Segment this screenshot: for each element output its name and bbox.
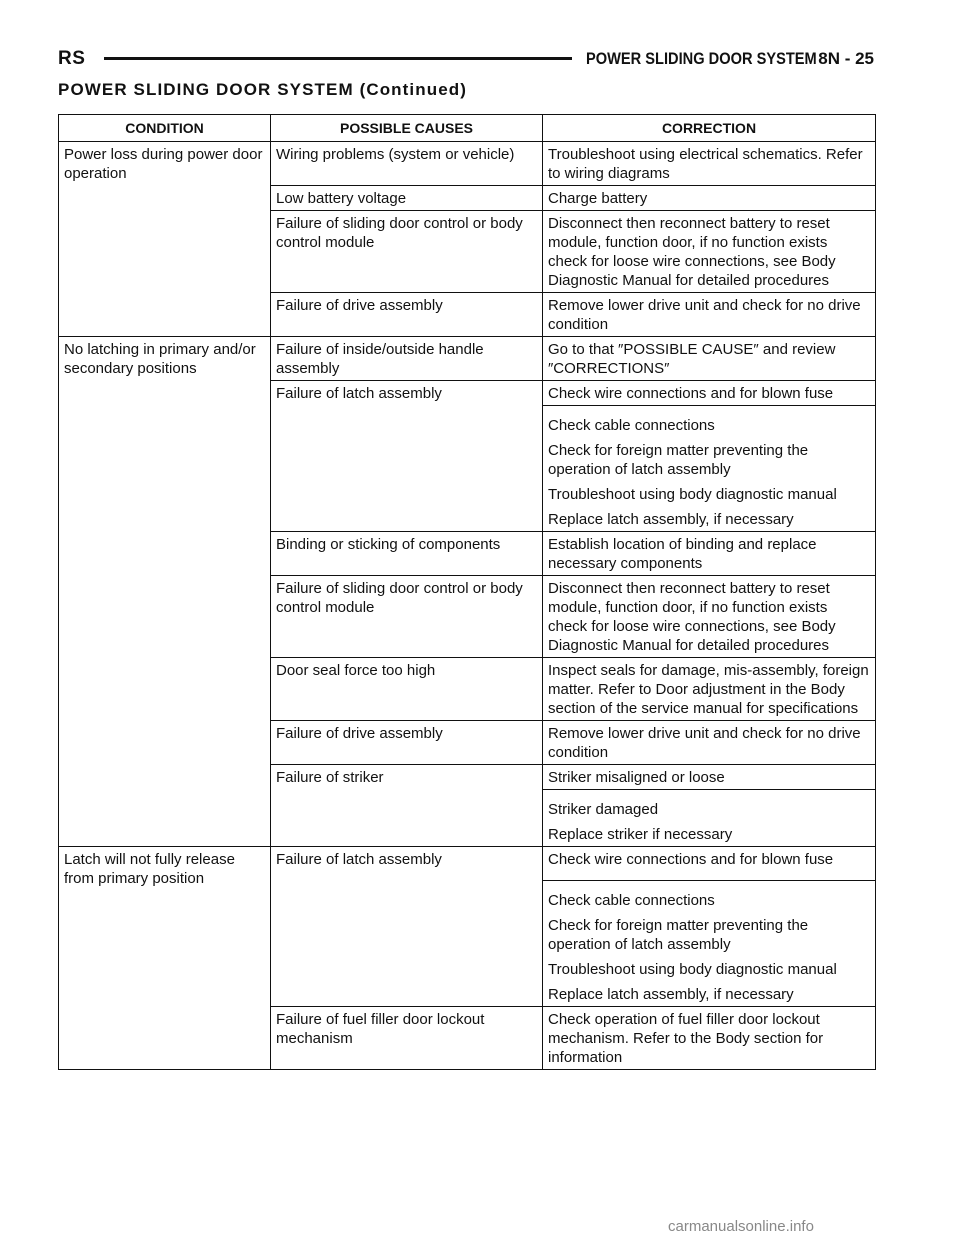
correction-cell: Establish location of binding and replace necessary components	[543, 532, 876, 576]
correction-cell: Check wire connections and for blown fuse	[543, 381, 876, 406]
cause-cell: Failure of sliding door control or body control module	[271, 211, 543, 293]
correction-line: Striker damaged	[548, 801, 659, 818]
cause-cell: Wiring problems (system or vehicle)	[271, 142, 543, 186]
correction-line: Check cable connections	[548, 417, 715, 434]
correction-line: Replace striker if necessary	[548, 826, 733, 843]
cause-cell: Low battery voltage	[271, 186, 543, 211]
correction-cell: Inspect seals for damage, mis-assembly, foreign matter. Refer to Door adjustment in the Body section of the service manual for specifications	[543, 658, 876, 721]
condition-cell: No latching in primary and/or secondary positions	[59, 337, 271, 847]
section-code: RS	[58, 48, 86, 69]
table-row	[59, 847, 876, 881]
correction-cell: Go to that ″POSSIBLE CAUSE″ and review ″CORRECTIONS″	[543, 337, 876, 381]
column-header-correction: CORRECTION	[543, 115, 876, 142]
cause-cell: Failure of drive assembly	[271, 293, 543, 337]
cause-cell: Failure of inside/outside handle assembly	[271, 337, 543, 381]
page-header	[58, 44, 874, 74]
correction-cell: Striker misaligned or loose	[543, 765, 876, 790]
correction-line: Troubleshoot using body diagnostic manual	[548, 961, 837, 978]
cause-cell: Failure of fuel filler door lockout mechanism	[271, 1007, 543, 1070]
diagnosis-table	[58, 114, 876, 1070]
correction-cell	[543, 881, 876, 1007]
cause-cell: Failure of sliding door control or body control module	[271, 576, 543, 658]
correction-line: Troubleshoot using body diagnostic manual	[548, 486, 837, 503]
condition-cell: Power loss during power door operation	[59, 142, 271, 337]
condition-cell: Latch will not fully release from primary position	[59, 847, 271, 1070]
correction-cell: Disconnect then reconnect battery to reset module, function door, if no function exists check for loose wire connections, see Body Diagnostic Manual for detailed procedures	[543, 211, 876, 293]
correction-line: Check cable connections	[548, 892, 715, 909]
column-header-condition: CONDITION	[59, 115, 271, 142]
header-rule	[104, 57, 572, 60]
table-row	[59, 142, 876, 186]
table-header-row	[59, 115, 876, 142]
cause-cell: Binding or sticking of components	[271, 532, 543, 576]
section-title: POWER SLIDING DOOR SYSTEM	[586, 49, 817, 68]
correction-cell: Charge battery	[543, 186, 876, 211]
correction-cell: Remove lower drive unit and check for no drive condition	[543, 293, 876, 337]
correction-line: Replace latch assembly, if necessary	[548, 986, 794, 1003]
cause-cell: Failure of striker	[271, 765, 543, 847]
cause-cell: Failure of latch assembly	[271, 847, 543, 1007]
page-number: 8N - 25	[818, 49, 874, 68]
cause-cell: Failure of latch assembly	[271, 381, 543, 532]
correction-cell	[543, 790, 876, 847]
correction-line: Check for foreign matter preventing the operation of latch assembly	[548, 442, 809, 478]
column-header-causes: POSSIBLE CAUSES	[271, 115, 543, 142]
watermark: carmanualsonline.info	[668, 1218, 814, 1235]
correction-line: Check for foreign matter preventing the operation of latch assembly	[548, 917, 809, 953]
correction-cell	[543, 406, 876, 532]
correction-cell: Remove lower drive unit and check for no drive condition	[543, 721, 876, 765]
table-row	[59, 337, 876, 381]
correction-cell: Check wire connections and for blown fuse	[543, 847, 876, 881]
correction-line: Replace latch assembly, if necessary	[548, 511, 794, 528]
page-subtitle: POWER SLIDING DOOR SYSTEM (Continued)	[58, 80, 468, 99]
correction-cell: Disconnect then reconnect battery to reset module, function door, if no function exists check for loose wire connections, see Body Diagnostic Manual for detailed procedures	[543, 576, 876, 658]
correction-cell: Check operation of fuel filler door lockout mechanism. Refer to the Body section for information	[543, 1007, 876, 1070]
correction-cell: Troubleshoot using electrical schematics. Refer to wiring diagrams	[543, 142, 876, 186]
cause-cell: Door seal force too high	[271, 658, 543, 721]
cause-cell: Failure of drive assembly	[271, 721, 543, 765]
